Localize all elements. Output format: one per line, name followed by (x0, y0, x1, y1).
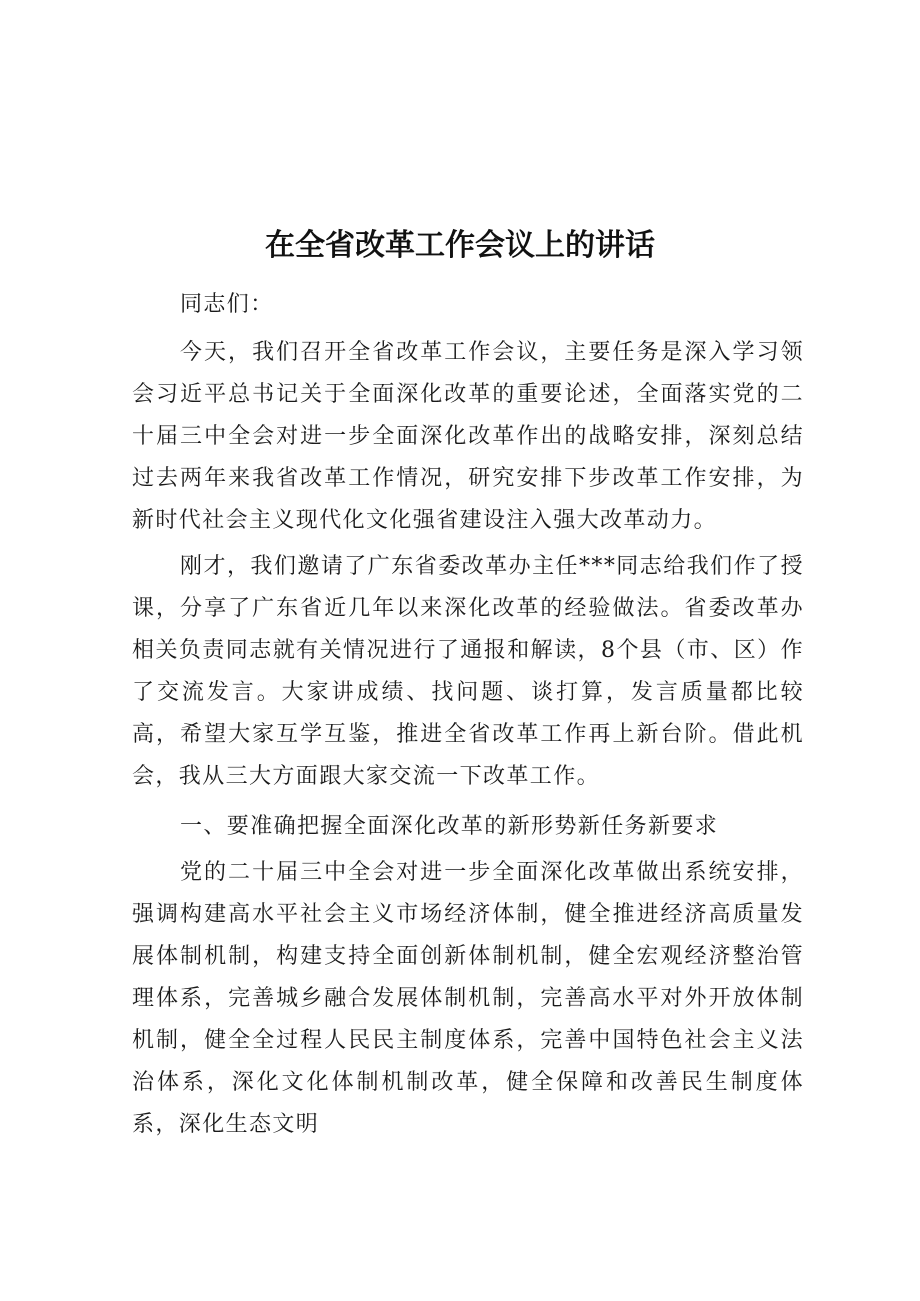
section-heading-1: 一、要准确把握全面深化改革的新形势新任务新要求 (180, 814, 719, 839)
paragraph-section-1: 党的二十届三中全会对进一步全面深化改革做出系统安排，强调构建高水平社会主义市场经济体制，健全推进经济高质量发展体制机制，构建支持全面创新体制机制，健全宏观经济整治管理体系，完善城乡融合发展体制机制，完善高水平对外开放体制机制，健全全过程人民民主制度体系，完善中国特色社会主义法治体系，深化文化体制机制改革，健全保障和改善民生制度体系，深化生态文明 (132, 860, 804, 1137)
paragraph-review: 刚才，我们邀请了广东省委改革办主任***同志给我们作了授课，分享了广东省近几年以来深化改革的经验做法。省委改革办相关负责同志就有关情况进行了通报和解读，8个县（市、区）作了交流发言。大家讲成绩、找问题、谈打算，发言质量都比较高，希望大家互学互鉴，推进全省改革工作再上新台阶。借此机会，我从三大方面跟大家交流一下改革工作。 (132, 554, 804, 789)
document-title: 在全省改革工作会议上的讲话 (265, 228, 655, 263)
salutation: 同志们： (180, 292, 274, 317)
paragraph-opening: 今天，我们召开全省改革工作会议，主要任务是深入学习领会习近平总书记关于全面深化改革的重要论述，全面落实党的二十届三中全会对进一步全面深化改革作出的战略安排，深刻总结过去两年来我省改革工作情况，研究安排下步改革工作安排，为新时代社会主义现代化文化强省建设注入强大改革动力。 (132, 340, 804, 533)
